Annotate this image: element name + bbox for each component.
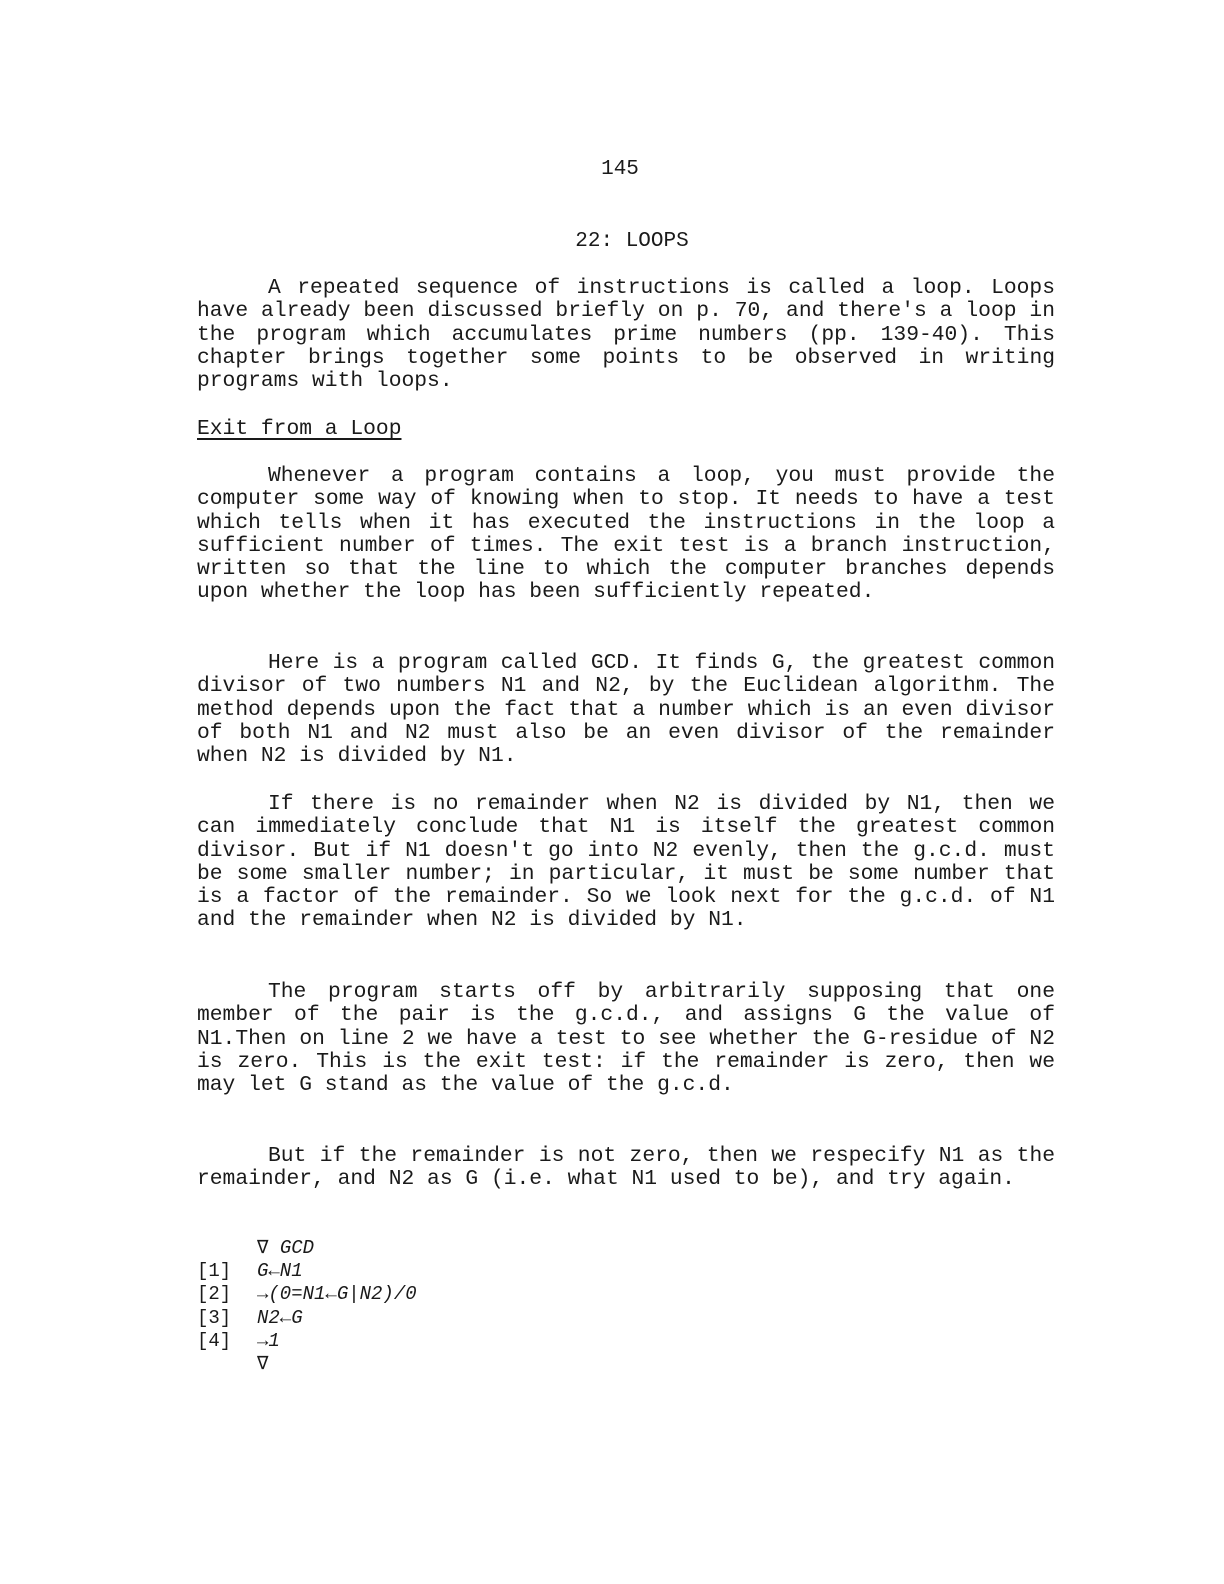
function-header: ∇ GCD	[257, 1237, 315, 1259]
gcd-program-listing	[197, 1237, 417, 1376]
page-number: 145	[601, 158, 639, 181]
line-label: [2]	[197, 1283, 232, 1306]
line-statement: N2←G	[257, 1306, 303, 1329]
section-heading: Exit from a Loop	[197, 417, 402, 441]
retry-paragraph	[197, 1145, 1055, 1192]
line-label: [4]	[197, 1329, 232, 1352]
line-label: [1]	[197, 1260, 232, 1283]
paragraph-text: If there is no remainder when N2 is divided by N1, then we can immediately conclude that N1 is itself the greatest common divisor. But if N1 doesn't go into N2 evenly, then the g.c.d. must be some smaller number; in particular, it must be some number that is a factor of the remainder. So we look next for the g.c.d. of N1 and the remainder when N2 is divided by N1.	[197, 792, 1055, 933]
paragraph-text: Here is a program called GCD. It finds G, the greatest common divisor of two numbers N1 and N2, by the Euclidean algorithm. The method depends upon the fact that a number which is an even divisor of both N1 and N2 must also be an even divisor of the remainder when N2 is divided by N1.	[197, 651, 1055, 769]
line-statement: G←N1	[257, 1260, 303, 1283]
code-line	[197, 1307, 417, 1330]
code-line	[197, 1330, 417, 1353]
function-footer: ∇	[257, 1353, 269, 1376]
intro-paragraph	[197, 277, 1055, 393]
code-line	[197, 1260, 417, 1283]
line-label: [3]	[197, 1306, 232, 1329]
line-statement: →1	[257, 1329, 280, 1352]
remainder-paragraph	[197, 793, 1055, 933]
line-statement: →(0=N1←G|N2)/0	[257, 1283, 417, 1306]
paragraph-text: A repeated sequence of instructions is called a loop. Loops have already been discussed briefly on p. 70, and there's a loop in the program which accumulates prime numbers (pp. 139-40). This chapter brings together some points to be observed in writing programs with loops.	[197, 276, 1055, 394]
exit-test-paragraph	[197, 465, 1055, 605]
paragraph-text: Whenever a program contains a loop, you must provide the computer some way of knowing when to stop. It needs to have a test which tells when it has executed the instructions in the loop a sufficient number of times. The exit test is a branch instruction, written so that the line to which the computer branches depends upon whether the loop has been sufficiently repeated.	[197, 464, 1055, 605]
program-explanation-paragraph	[197, 981, 1055, 1097]
gcd-intro-paragraph	[197, 652, 1055, 768]
chapter-title: 22: LOOPS	[575, 230, 689, 253]
paragraph-text: But if the remainder is not zero, then we respecify N1 as the remainder, and N2 as G (i.e. what N1 used to be), and try again.	[197, 1144, 1055, 1192]
paragraph-text: The program starts off by arbitrarily supposing that one member of the pair is the g.c.d., and assigns G the value of N1.Then on line 2 we have a test to see whether the G-residue of N2 is zero. This is the exit test: if the remainder is zero, then we may let G stand as the value of the g.c.d.	[197, 980, 1055, 1098]
code-line	[197, 1283, 417, 1306]
